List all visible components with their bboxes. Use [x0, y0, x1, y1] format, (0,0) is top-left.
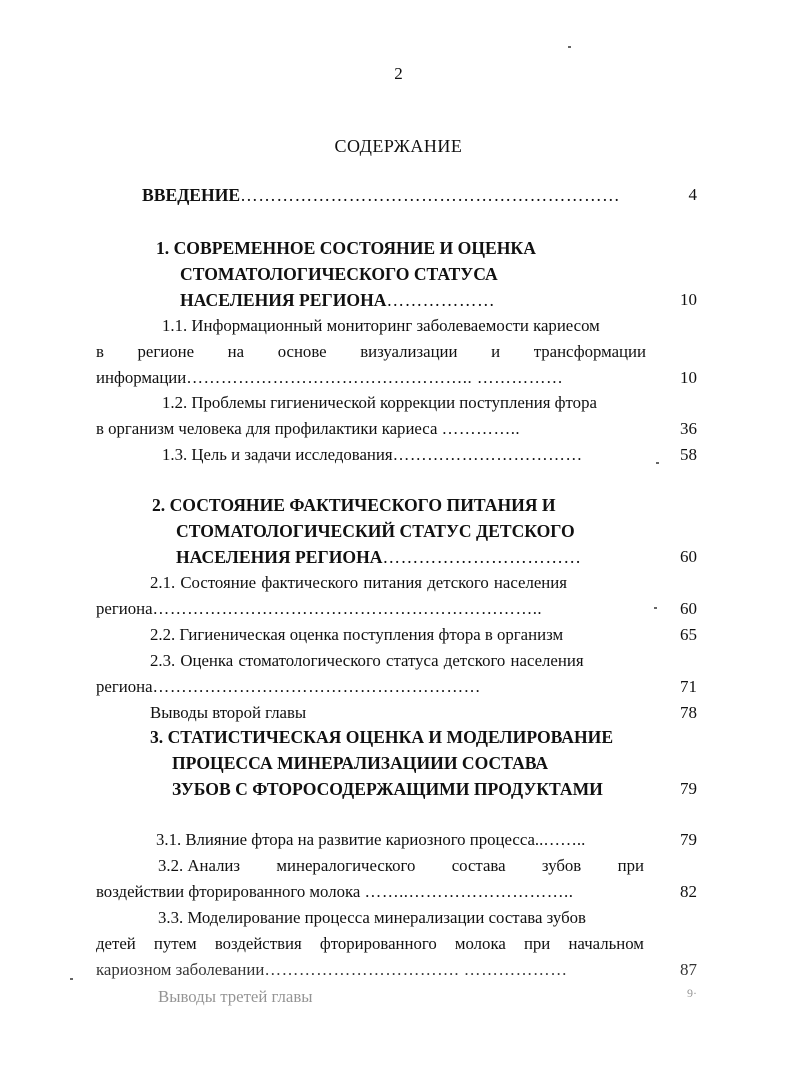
scan-speck [568, 46, 571, 48]
toc-1-3-text: 1.3. Цель и задачи исследования [162, 445, 393, 464]
chapter3-title-line2: ПРОЦЕССА МИНЕРАЛИЗАЦИИИ СОСТАВА [172, 753, 549, 773]
toc-word: начальном [568, 934, 644, 953]
toc-1-1-line1: 1.1. Информационный мониторинг заболеваемости кариесом [162, 316, 600, 335]
toc-intro-dots: ……………………………………………………… [240, 185, 621, 205]
toc-3-3-text: кариозном заболевании [96, 960, 265, 979]
toc-3-1-page: 79 [680, 830, 697, 849]
toc-3-3-line3 [96, 959, 567, 981]
toc-2-1-line1: 2.1. Состояние фактического питания детского населения [150, 573, 567, 592]
toc-intro [142, 184, 620, 206]
toc-word: молока [454, 934, 506, 953]
toc-intro-page: 4 [688, 185, 697, 204]
toc-intro-label: ВВЕДЕНИЕ [142, 185, 241, 205]
toc-3-2-page: 82 [680, 882, 697, 901]
toc-1-1-text: информации [96, 368, 187, 387]
scan-speck [70, 978, 73, 980]
toc-word: детей [96, 934, 136, 953]
scan-speck [654, 607, 657, 609]
toc-1-2-line1: 1.2. Проблемы гигиенической коррекции поступления фтора [162, 393, 597, 412]
toc-2-3-dots: ………………………………………………… [152, 677, 481, 696]
toc-3-1: 3.1. Влияние фтора на развитие кариозного процесса..…….. [156, 830, 586, 849]
toc-3-3-page: 87 [680, 960, 697, 979]
chapter2-title-line1: 2. СОСТОЯНИЕ ФАКТИЧЕСКОГО ПИТАНИЯ И [152, 495, 556, 515]
chapter3-title-line1: 3. СТАТИСТИЧЕСКАЯ ОЦЕНКА И МОДЕЛИРОВАНИЕ [150, 727, 614, 747]
chapter1-title-text: НАСЕЛЕНИЯ РЕГИОНА [180, 290, 387, 310]
toc-3-2-line1 [158, 855, 644, 877]
chapter3-conclusion-page: 9· [687, 986, 697, 1000]
page-title: СОДЕРЖАНИЕ [334, 136, 463, 156]
toc-2-3-text: региона [96, 677, 153, 696]
toc-1-1-line2 [96, 341, 646, 363]
toc-2-2-page: 65 [680, 625, 697, 644]
toc-1-1-dots: ………………………………………….. …………… [186, 368, 564, 387]
toc-3-2-dots: ……..……………………….. [364, 882, 574, 901]
toc-2-1-dots: ………………………………………………………….. [152, 599, 543, 618]
scan-speck [656, 462, 659, 464]
chapter2-conclusion-page: 78 [680, 703, 697, 722]
chapter1-title-line1: 1. СОВРЕМЕННОЕ СОСТОЯНИЕ И ОЦЕНКА [156, 238, 536, 258]
chapter1-page: 10 [680, 290, 697, 309]
toc-2-1-line2 [96, 598, 542, 620]
chapter1-title-line2: СТОМАТОЛОГИЧЕСКОГО СТАТУСА [180, 264, 498, 284]
toc-word: регионе [137, 342, 195, 361]
toc-1-2-page: 36 [680, 419, 697, 438]
toc-1-3-page: 58 [680, 445, 697, 464]
toc-3-3-dots: ……………………………. ……………… [264, 960, 568, 979]
toc-word: основе [277, 342, 327, 361]
toc-2-1-text: региона [96, 599, 153, 618]
toc-word: на [227, 342, 245, 361]
chapter2-title-line3 [176, 546, 582, 568]
toc-3-3-line1: 3.3. Моделирование процесса минерализации состава зубов [158, 908, 586, 927]
chapter1-title-dots: ……………… [386, 290, 496, 310]
chapter2-title-line2: СТОМАТОЛОГИЧЕСКИЙ СТАТУС ДЕТСКОГО [176, 521, 575, 541]
toc-word: трансформации [533, 342, 646, 361]
toc-3-3-line2 [96, 933, 644, 955]
toc-word: состава [451, 856, 506, 875]
toc-word: фторированного [319, 934, 437, 953]
chapter2-conclusion: Выводы второй главы [150, 703, 307, 722]
chapter3-conclusion: Выводы третей главы [158, 987, 313, 1006]
toc-2-1-page: 60 [680, 599, 697, 618]
chapter2-title-dots: …………………………… [382, 547, 582, 567]
toc-1-3 [162, 444, 583, 466]
chapter2-title-text: НАСЕЛЕНИЯ РЕГИОНА [176, 547, 383, 567]
toc-1-1-page: 10 [680, 368, 697, 387]
toc-3-2-line2 [96, 881, 573, 903]
toc-word: путем [153, 934, 197, 953]
toc-1-2-line2 [96, 418, 520, 440]
chapter1-title-line3 [180, 289, 495, 311]
toc-1-2-dots: ………….. [441, 419, 521, 438]
toc-2-3-line1: 2.3. Оценка стоматологического статуса детского населения [150, 651, 584, 670]
toc-word: визуализации [360, 342, 458, 361]
toc-word: и [491, 342, 501, 361]
toc-1-2-text: в организм человека для профилактики кариеса [96, 419, 438, 438]
toc-word: в [96, 342, 104, 361]
toc-1-3-dots: …………………………… [392, 445, 583, 464]
toc-word: минералогического [276, 856, 416, 875]
toc-word: 3.2. Анализ [158, 856, 241, 875]
toc-word: зубов [541, 856, 582, 875]
toc-2-3-page: 71 [680, 677, 697, 696]
toc-1-1-line3 [96, 367, 563, 389]
chapter3-page: 79 [680, 779, 697, 798]
toc-word: при [617, 856, 644, 875]
toc-word: при [523, 934, 551, 953]
page-number: 2 [394, 64, 403, 83]
toc-3-2-text: воздействии фторированного молока [96, 882, 361, 901]
toc-2-2: 2.2. Гигиеническая оценка поступления фтора в организм [150, 625, 564, 644]
chapter3-title-line3: ЗУБОВ С ФТОРОСОДЕРЖАЩИМИ ПРОДУКТАМИ [172, 779, 603, 799]
toc-word: воздействия [214, 934, 302, 953]
chapter2-page: 60 [680, 547, 697, 566]
toc-2-3-line2 [96, 676, 481, 698]
